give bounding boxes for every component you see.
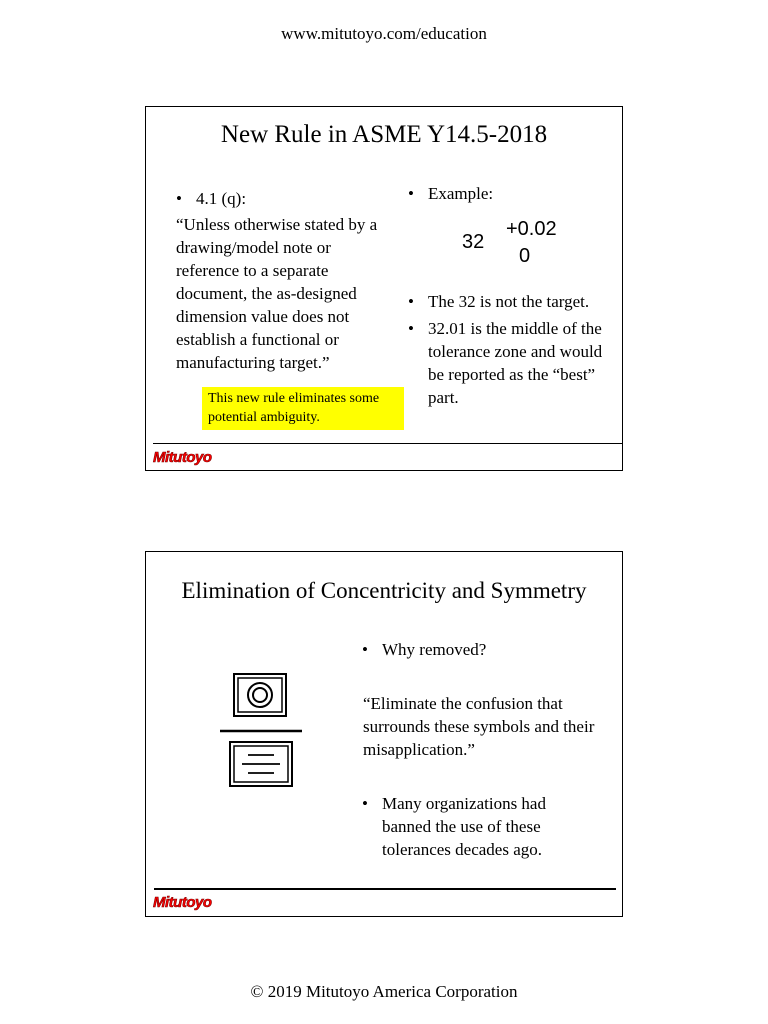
concentricity-symmetry-symbols — [216, 669, 316, 799]
symmetry-symbol-icon — [230, 742, 292, 786]
slide-title: New Rule in ASME Y14.5-2018 — [220, 121, 548, 148]
footer-divider — [154, 888, 616, 890]
bullet-rule-number: • 4.1 (q): — [176, 189, 247, 208]
slide-elimination — [145, 551, 623, 917]
mitutoyo-logo: Mitutoyo — [153, 894, 212, 911]
footer-divider — [153, 443, 622, 444]
bullet-middle-zone: • 32.01 is the middle of the tolerance zone and would be reported as the “best” part. — [408, 319, 603, 407]
slide-title: Elimination of Concentricity and Symmetry — [181, 578, 587, 603]
slide-new-rule — [145, 106, 623, 471]
footer-copyright: © 2019 Mitutoyo America Corporation — [250, 982, 518, 1001]
mitutoyo-logo: Mitutoyo — [153, 449, 212, 466]
example-dimension: 32 — [462, 231, 485, 253]
header-url: www.mitutoyo.com/education — [281, 24, 487, 43]
bullet-why-removed: • Why removed? — [362, 640, 487, 659]
elimination-quote: “Eliminate the confusion that surrounds these symbols and their misapplication.” — [363, 694, 595, 759]
bullet-not-target: • The 32 is not the target. — [408, 292, 590, 311]
concentricity-symbol-icon — [234, 674, 286, 716]
example-upper-tolerance: +0.02 — [506, 218, 557, 240]
bullet-banned: • Many organizations had banned the use of these tolerances decades ago. — [362, 794, 546, 859]
highlight-note: This new rule eliminates some potential ambiguity. — [202, 387, 404, 430]
bullet-example: • Example: — [408, 184, 494, 203]
rule-quote: “Unless otherwise stated by a drawing/model note or reference to a separate document, the as-designed dimension value does not establish a functional or manufacturing target.” — [176, 215, 378, 372]
example-lower-tolerance: 0 — [519, 245, 531, 267]
